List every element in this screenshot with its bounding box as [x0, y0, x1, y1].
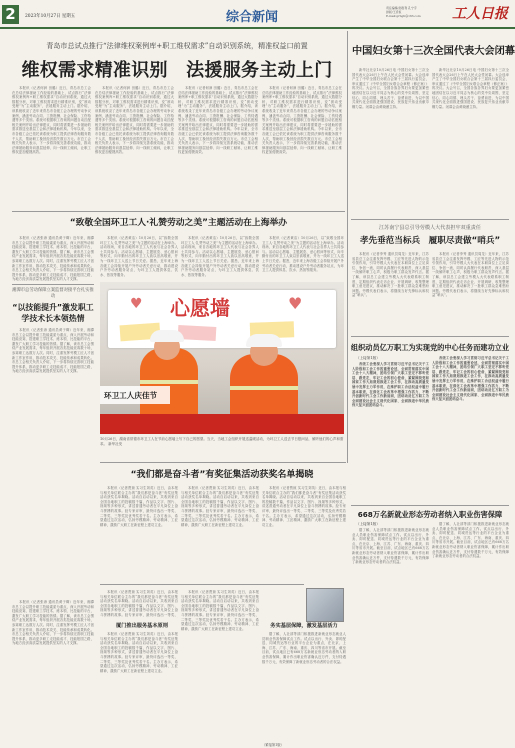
table-cloth [100, 414, 344, 434]
story-668-body: 据了解，人社部等部门积极推进新就业形态就业人员职业伤害保障试点工作。试点以出行、外卖、即时配送、同城货运等行业的平台企业为重点，在北京、上海、江苏、广东、海南、重庆、四川等省市开展。截至目前，试点地区已有668万名新就业形态劳动者纳入职业伤害保障，累计作出职业伤害确认近万件，支付待遇数千万元，有效保障了新就业形态劳动者的合法权益。 [352, 528, 429, 565]
contact-line: E-mail:grbgh@163.com [386, 14, 421, 18]
fendou-headline: “我们都是奋斗者”有奖征集活动获奖名单揭晓 [130, 470, 314, 480]
worker-cap [246, 334, 282, 347]
delegates-body: 新华社北京10月26日电 中国妇女第十三次全国代表大会26日上午在人民大会堂闭幕。大会选举产生了中华全国妇女联合会第十三届执行委员会，审议通过了《中华全国妇女联合会章程（修正案）》的决议。大会号召，全国各族各界妇女要更加紧密地团结在以习近平同志为核心的党中央周围，坚定信心、同心同德、埋头苦干、奋勇前进，为以中国式现代化全面推进强国建设、民族复兴伟业贡献巾帼力量。闭幕会由黄晓薇主持。 [352, 68, 429, 109]
lead-column [95, 86, 174, 206]
xiangtan-column [12, 328, 94, 598]
lead-body: 本报讯（记者何润 田璐）近日，青岛市总工会在总结法律援助工作经验的基础上，试点推行“法律维权案例库+职工维权需求”自动识别系统，通过大数据分析，对职工维权需求进行精准识别，变“被动受理”为“主动服务”，法援服务主动上门。据介绍，该系统收录了近年来青岛市各级工会办理的劳动争议案例，涵盖劳动合同、工资报酬、社会保险、工伤待遇等多个类别。系统可根据职工咨询的问题自动匹配相关案例并给出法律建议，同时将需要进一步援助的需求推送至基层工会和法律援助机构。今年以来，全市各级工会已依托该系统为职工提供法律咨询服务数千人次，帮助职工挽回经济损失数百万元。市总工会相关负责人表示，下一步将持续完善系统功能，推动法律援助服务向基层延伸、向一线职工倾斜，让职工维权更加便捷高效。 [95, 86, 174, 155]
fendou-column [262, 486, 346, 582]
zhiyin-column [181, 236, 259, 280]
page-number: 2 [5, 5, 16, 23]
xiangtan-headline: “以技能提升”激发职工学技术长本领热情 [12, 303, 94, 323]
header-bar [0, 0, 515, 27]
delegates-body: 新华社北京10月26日电 中国妇女第十三次全国代表大会26日上午在人民大会堂闭幕。大会选举产生了中华全国妇女联合会第十三届执行委员会，审议通过了《中华全国妇女联合会章程（修正案）》的决议。大会号召，全国各族各界妇女要更加紧密地团结在以习近平同志为核心的党中央周围，坚定信心、同心同德、埋头苦干、奋勇前进，为以中国式现代化全面推进强国建设、民族复兴伟业贡献巾帼力量。闭幕会由黄晓薇主持。 [432, 68, 509, 109]
heart-icon: ♥ [288, 294, 303, 313]
lead-body: 本报讯（记者何润 田璐）近日，青岛市总工会在总结法律援助工作经验的基础上，试点推行“法律维权案例库+职工维权需求”自动识别系统，通过大数据分析，对职工维权需求进行精准识别，变“被动受理”为“主动服务”，法援服务主动上门。据介绍，该系统收录了近年来青岛市各级工会办理的劳动争议案例，涵盖劳动合同、工资报酬、社会保险、工伤待遇等多个类别。系统可根据职工咨询的问题自动匹配相关案例并给出法律建议，同时将需要进一步援助的需求推送至基层工会和法律援助机构。今年以来，全市各级工会已依托该系统为职工提供法律咨询服务数千人次，帮助职工挽回经济损失数百万元。市总工会相关负责人表示，下一步将持续完善系统功能，推动法律援助服务向基层延伸、向一线职工倾斜，让职工维权更加便捷高效。 [262, 86, 342, 155]
jiangsu-body: 本报讯（记者李秀 通讯员周龙）近年来，江苏省县总工会注重发挥劳模、工匠等先进人物的示范引领作用，引导劳模人大代表在本职岗位上立足岗位、争创一流，同时认真履行代表职责，深入基层一线倾听职工心声，积极为职工群众发声代言。据了解，该县总工会建立劳模人大代表联系职工制度，定期组织代表走访企业、开展调研，收集整理职工意见建议，推动解决了一批职工群众急难愁盼问题。劳模代表们表示，将继续当好先锋标兵和权益“哨兵”。 [432, 252, 509, 298]
horizontal-divider [351, 219, 509, 220]
fendou-body: 本报讯（记者贾琼 实习生刘英）近日，由本报与相关单位联合主办的“我们都是奋斗者”有奖征集活动获奖名单揭晓。活动自启动以来，共收到来自全国各地职工的投稿数千篇，作品以文字、图片、视频等多种形式，讲述普通劳动者在平凡岗位上奋斗拼搏的故事。经专家评审，最终评选出一等奖、二等奖、三等奖及优秀奖若干名。主办方表示，希望通过这次活动，弘扬劳模精神、劳动精神、工匠精神，激励广大职工在新征程上建功立业。 [181, 590, 259, 631]
page-number-badge [2, 5, 19, 24]
reflective-stripe [230, 386, 298, 390]
zuzhi-column [352, 362, 429, 502]
lead-body: 本报讯（记者何润 田璐）近日，青岛市总工会在总结法律援助工作经验的基础上，试点推行“法律维权案例库+职工维权需求”自动识别系统，通过大数据分析，对职工维权需求进行精准识别，变“被动受理”为“主动服务”，法援服务主动上门。据介绍，该系统收录了近年来青岛市各级工会办理的劳动争议案例，涵盖劳动合同、工资报酬、社会保险、工伤待遇等多个类别。系统可根据职工咨询的问题自动匹配相关案例并给出法律建议，同时将需要进一步援助的需求推送至基层工会和法律援助机构。今年以来，全市各级工会已依托该系统为职工提供法律咨询服务数千人次，帮助职工挽回经济损失数百万元。市总工会相关负责人表示，下一步将持续完善系统功能，推动法律援助服务向基层延伸、向一线职工倾斜，让职工维权更加便捷高效。 [12, 86, 91, 155]
photo [100, 282, 344, 434]
jiangsu-column [432, 252, 509, 332]
story-668-body: 据了解，人社部等部门积极推进新就业形态就业人员职业伤害保障试点工作。试点以出行、外卖、即时配送、同城货运等行业的平台企业为重点，在北京、上海、江苏、广东、海南、重庆、四川等省市开展。截至目前，试点地区已有668万名新就业形态劳动者纳入职业伤害保障，累计作出职业伤害确认近万件，支付待遇数千万元，有效保障了新就业形态劳动者的合法权益。 [262, 632, 346, 664]
horizontal-divider [12, 211, 345, 212]
header-rule [0, 27, 515, 29]
zhiyin-column [100, 236, 178, 280]
horizontal-divider [351, 336, 509, 337]
fendou-body: 本报讯（记者贾琼 实习生刘英）近日，由本报与相关单位联合主办的“我们都是奋斗者”有奖征集活动获奖名单揭晓。活动自启动以来，共收到来自全国各地职工的投稿数千篇，作品以文字、图片、视频等多种形式，讲述普通劳动者在平凡岗位上奋斗拼搏的故事。经专家评审，最终评选出一等奖、二等奖、三等奖及优秀奖若干名。主办方表示，希望通过这次活动，弘扬劳模精神、劳动精神、工匠精神，激励广大职工在新征程上建功立业。 [100, 486, 178, 527]
delegates-column [352, 68, 429, 216]
fendou-subhead: 务实基层保障，激发基层活力 [270, 623, 338, 629]
newspaper-logo: 工人日报 [452, 6, 508, 22]
fendou-body: 本报讯（记者贾琼 实习生刘英）近日，由本报与相关单位联合主办的“我们都是奋斗者”有奖征集活动获奖名单揭晓。活动自启动以来，共收到来自全国各地职工的投稿数千篇，作品以文字、图片、视频等多种形式，讲述普通劳动者在平凡岗位上奋斗拼搏的故事。经专家评审，最终评选出一等奖、二等奖、三等奖及优秀奖若干名。主办方表示，希望通过这次活动，弘扬劳模精神、劳动精神、工匠精神，激励广大职工在新征程上建功立业。 [100, 632, 178, 673]
jiangsu-body: 本报讯（记者李秀 通讯员周龙）近年来，江苏省县总工会注重发挥劳模、工匠等先进人物的示范引领作用，引导劳模人大代表在本职岗位上立足岗位、争创一流，同时认真履行代表职责，深入基层一线倾听职工心声，积极为职工群众发声代言。据了解，该县总工会建立劳模人大代表联系职工制度，定期组织代表走访企业、开展调研，收集整理职工意见建议，推动解决了一批职工群众急难愁盼问题。劳模代表们表示，将继续当好先锋标兵和权益“哨兵”。 [352, 252, 429, 298]
zuzhi-body: 各级工会要深入学习贯彻习近平总书记关于工人阶级和工会工作的重要论述，全面贯彻落实中国工会十八大精神，团结引领广大职工坚定不移听党话、跟党走，牢记工会的初心使命，紧紧围绕党和国家工作大局谋划推进工会工作，在推动高质量发展中发挥主力军作用，在维护职工合法权益中履行基本职责，在深化工会改革中增强工作活力，不断开创新时代工会工作新局面，团结动员亿万职工为全面建设社会主义现代化国家、全面推进中华民族伟大复兴而团结奋斗。 [432, 356, 509, 402]
delegates-headline: 中国妇女第十三次全国代表大会闭幕 [352, 46, 515, 57]
editor-contacts [386, 6, 450, 18]
jiangsu-column [352, 252, 429, 332]
photo-caption-body: 10月26日，湖南省常德市环卫工人在节前心愿墙上写下自己的愿望。当天，当地工会组织开展送温暖活动，为环卫工人送去节日慰问品，倾听他们的心声和需求。 [100, 437, 344, 446]
contact-line: 排版/王延恒 [386, 10, 402, 14]
zuzhi-body: 各级工会要深入学习贯彻习近平总书记关于工人阶级和工会工作的重要论述，全面贯彻落实中国工会十八大精神，团结引领广大职工坚定不移听党话、跟党走，牢记工会的初心使命，紧紧围绕党和国家工作大局谋划推进工会工作，在推动高质量发展中发挥主力军作用，在维护职工合法权益中履行基本职责，在深化工会改革中增强工作活力，不断开创新时代工会工作新局面，团结动员亿万职工为全面建设社会主义现代化国家、全面推进中华民族伟大复兴而团结奋斗。 [352, 362, 429, 408]
jiangsu-kicker: 江苏南宁县总引导劳模人大代表担牢双重责任 [379, 225, 481, 231]
contact-line: 责任编辑/孙胜利 孔宁宇 [386, 6, 417, 10]
zhiyin-body: 本报讯（记者黄洁）10月26日，以“致敬全国环卫工人·礼赞劳动之美”为主题的活动在上海举办。活动现场，来自各地的环卫工人代表与社会各界人士共同参与。活动以心愿墙、主题展览、爱心慰问等形式，向辛勤付出的环卫工人致以崇高敬意，并为一线环卫工人送上节日关爱。据悉，近年来上海各级工会持续开展户外劳动者关爱行动，推动建设户外劳动者服务站点，为环卫工人提供休息、饮水、热饭等服务。 [262, 236, 344, 273]
lead-body: 本报讯（记者何润 田璐）近日，青岛市总工会在总结法律援助工作经验的基础上，试点推行“法律维权案例库+职工维权需求”自动识别系统，通过大数据分析，对职工维权需求进行精准识别，变“被动受理”为“主动服务”，法援服务主动上门。据介绍，该系统收录了近年来青岛市各级工会办理的劳动争议案例，涵盖劳动合同、工资报酬、社会保险、工伤待遇等多个类别。系统可根据职工咨询的问题自动匹配相关案例并给出法律建议，同时将需要进一步援助的需求推送至基层工会和法律援助机构。今年以来，全市各级工会已依托该系统为职工提供法律咨询服务数千人次，帮助职工挽回经济损失数百万元。市总工会相关负责人表示，下一步将持续完善系统功能，推动法律援助服务向基层延伸、向一线职工倾斜，让职工维权更加便捷高效。 [178, 86, 258, 155]
photo-caption [100, 437, 344, 447]
bottom-column [100, 632, 178, 738]
zuzhi-column [432, 356, 509, 502]
zhiyin-body: 本报讯（记者黄洁）10月26日，以“致敬全国环卫工人·礼赞劳动之美”为主题的活动在上海举办。活动现场，来自各地的环卫工人代表与社会各界人士共同参与。活动以心愿墙、主题展览、爱心慰问等形式，向辛勤付出的环卫工人致以崇高敬意，并为一线环卫工人送上节日关爱。据悉，近年来上海各级工会持续开展户外劳动者关爱行动，推动建设户外劳动者服务站点，为环卫工人提供休息、饮水、热饭等服务。 [181, 236, 259, 277]
bottom-column [100, 590, 178, 618]
lead-headline: 维权需求精准识别 法援服务主动上门 [21, 60, 333, 81]
vertical-divider [347, 31, 348, 463]
issue-date: 2023年10月27日 星期五 [25, 14, 76, 19]
story-668-column [352, 528, 429, 738]
fendou-body: 本报讯（记者贾琼 实习生刘英）近日，由本报与相关单位联合主办的“我们都是奋斗者”有奖征集活动获奖名单揭晓。活动自启动以来，共收到来自全国各地职工的投稿数千篇，作品以文字、图片、视频等多种形式，讲述普通劳动者在平凡岗位上奋斗拼搏的故事。经专家评审，最终评选出一等奖、二等奖、三等奖及优秀奖若干名。主办方表示，希望通过这次活动，弘扬劳模精神、劳动精神、工匠精神，激励广大职工在新征程上建功立业。 [181, 486, 259, 527]
fendou-column [100, 486, 178, 582]
xiangtan-kicker: 湘潭市总劳动保障立案监督对接平台扎实推动 [12, 288, 94, 299]
horizontal-divider [12, 284, 94, 285]
horizontal-divider [351, 505, 509, 506]
horizontal-divider [100, 462, 346, 463]
fendou-body: 本报讯（记者贾琼 实习生刘英）近日，由本报与相关单位联合主办的“我们都是奋斗者”有奖征集活动获奖名单揭晓。活动自启动以来，共收到来自全国各地职工的投稿数千篇，作品以文字、图片、视频等多种形式，讲述普通劳动者在平凡岗位上奋斗拼搏的故事。经专家评审，最终评选出一等奖、 [100, 590, 178, 617]
section-title: 综合新闻 [226, 10, 279, 25]
jiangsu-headline: 孝先垂范当标兵 履职尽责做“哨兵” [359, 236, 501, 246]
worker-cap [150, 330, 184, 342]
story-668-column [432, 522, 509, 738]
xiangtan-body: 本报讯（记者张涛 通讯员黄子卿）近年来，湘潭市总工会以提升职工技能素质为重点，深入开展劳动和技能竞赛，搭建职工学技术、练本领、比技能的平台，激发广大职工学习技能的热情。据了解，该市总工会围绕产业发展需求，每年组织开展各类技能竞赛数十场，参赛职工达数万人次。同时，注重发挥劳模工匠人才创新工作室作用，推动技术攻关、技能传承和成果转化。市总工会相关负责人介绍，下一步将持续完善职工技能提升体系，推动更多职工走技能成才、技能报国之路，为地方经济高质量发展提供坚实的人才支撑。 [12, 236, 94, 282]
zuzhi-headline: 组织动员亿万职工为实现党的中心任务而建功立业 [350, 343, 510, 352]
xiangtan-body: 本报讯（记者张涛 通讯员黄子卿）近年来，湘潭市总工会以提升职工技能素质为重点，深入开展劳动和技能竞赛，搭建职工学技术、练本领、比技能的平台，激发广大职工学习技能的热情。据了解，该市总工会围绕产业发展需求，每年组织开展各类技能竞赛数十场，参赛职工达数万人次。同时，注重发挥劳模工匠人才创新工作室作用，推动技术攻关、技能传承和成果转化。市总工会相关负责人介绍，下一步将持续完善职工技能提升体系，推动更多职工走技能成才、技能报国之路，为地方经济高质量发展提供坚实的人才支撑。 [12, 600, 94, 646]
delegates-column [432, 68, 509, 216]
zuzhi-author: （上接第1版） [356, 356, 380, 360]
footer-note: （紧接第1版） [262, 743, 284, 747]
fendou-column [181, 486, 259, 582]
fendou-subhead: 厦门推出服务基本原则 [116, 623, 168, 629]
photo-caption-title: 环卫工人庆佳节 [104, 391, 158, 400]
story-668-author: （上接第1版） [356, 522, 380, 526]
bottom-column [181, 590, 259, 738]
lead-column [12, 86, 91, 206]
reflective-stripe [140, 380, 198, 384]
lead-column [178, 86, 258, 206]
zhiyin-headline: “致敬全国环卫工人·礼赞劳动之美”主题活动在上海举办 [69, 218, 288, 228]
xiangtan-body: 本报讯（记者张涛 通讯员黄子卿）近年来，湘潭市总工会以提升职工技能素质为重点，深入开展劳动和技能竞赛，搭建职工学技术、练本领、比技能的平台，激发广大职工学习技能的热情。据了解，该市总工会围绕产业发展需求，每年组织开展各类技能竞赛数十场，参赛职工达数万人次。同时，注重发挥劳模工匠人才创新工作室作用，推动技术攻关、技能传承和成果转化。市总工会相关负责人介绍，下一步将持续完善职工技能提升体系，推动更多职工走技能成才、技能报国之路，为地方经济高质量发展提供坚实的人才支撑。 [12, 328, 94, 374]
wish-wall-banner: 心愿墙 [170, 296, 230, 320]
horizontal-divider [100, 584, 304, 585]
story-668-headline: 668万名新就业形态劳动者纳入职业伤害保障 [357, 510, 503, 519]
bottom-column [262, 632, 346, 738]
heart-icon: ♥ [130, 296, 143, 312]
fendou-body: 本报讯（记者贾琼 实习生刘英）近日，由本报与相关单位联合主办的“我们都是奋斗者”有奖征集活动获奖名单揭晓。活动自启动以来，共收到来自全国各地职工的投稿数千篇，作品以文字、图片、视频等多种形式，讲述普通劳动者在平凡岗位上奋斗拼搏的故事。经专家评审，最终评选出一等奖、二等奖、三等奖及优秀奖若干名。主办方表示，希望通过这次活动，弘扬劳模精神、劳动精神、工匠精神，激励广大职工在新征程上建功立业。 [262, 486, 346, 527]
story-668-body: 据了解，人社部等部门积极推进新就业形态就业人员职业伤害保障试点工作。试点以出行、外卖、即时配送、同城货运等行业的平台企业为重点，在北京、上海、江苏、广东、海南、重庆、四川等省市开展。截至目前，试点地区已有668万名新就业形态劳动者纳入职业伤害保障，累计作出职业伤害确认近万件，支付待遇数千万元，有效保障了新就业形态劳动者的合法权益。 [432, 522, 509, 559]
lead-kicker: 青岛市总试点推行“法律维权案例库+职工维权需求”自动识别系统，精准权益口前置 [46, 41, 308, 50]
zhiyin-body: 本报讯（记者黄洁）10月26日，以“致敬全国环卫工人·礼赞劳动之美”为主题的活动在上海举办。活动现场，来自各地的环卫工人代表与社会各界人士共同参与。活动以心愿墙、主题展览、爱心慰问等形式，向辛勤付出的环卫工人致以崇高敬意，并为一线环卫工人送上节日关爱。据悉，近年来上海各级工会持续开展户外劳动者关爱行动，推动建设户外劳动者服务站点，为环卫工人提供休息、饮水、热饭等服务。 [100, 236, 178, 277]
zhiyin-column [262, 236, 344, 280]
photo-credit: 新华社发 [108, 442, 123, 446]
fendou-thumbnail [306, 588, 344, 622]
bottom-column [12, 600, 94, 740]
xiangtan-top-column [12, 236, 94, 282]
lead-column [262, 86, 342, 206]
